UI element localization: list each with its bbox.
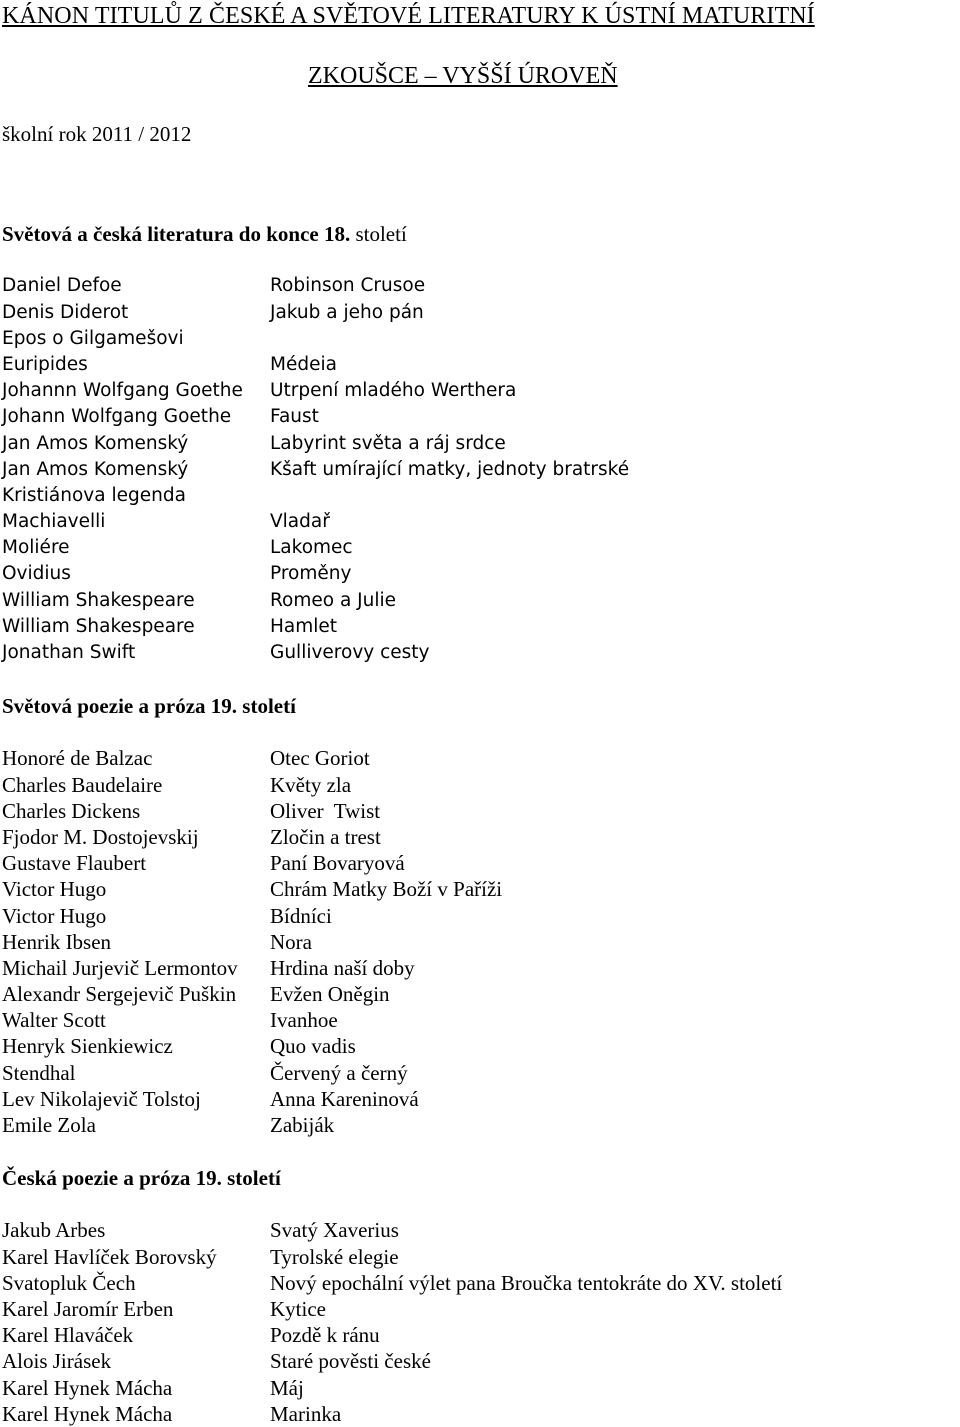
work-title: Oliver Twist: [270, 798, 381, 823]
work-title: Jakub a jeho pán: [270, 301, 424, 323]
list-item: [2, 378, 517, 404]
list-item: [2, 614, 407, 640]
author: Epos o Gilgamešovi: [2, 327, 184, 349]
list-item: [2, 1244, 399, 1270]
author: Gustave Flaubert: [2, 851, 147, 876]
list-item: [2, 535, 407, 561]
author: Fjodor M. Dostojevskij: [2, 824, 199, 849]
author: Karel Hynek Mácha: [2, 1401, 173, 1426]
author: Michail Jurjevič Lermontov: [2, 955, 238, 980]
list-item: [2, 1007, 338, 1033]
list-item: [2, 798, 381, 824]
author: Alexandr Sergejevič Puškin: [2, 982, 237, 1007]
list-item: [2, 824, 381, 850]
list-item: [2, 326, 407, 352]
work-title: Evžen Oněgin: [270, 982, 390, 1007]
work-title: Bídníci: [270, 903, 332, 928]
list-item: [2, 1112, 335, 1138]
list-item: [2, 431, 506, 457]
author: Euripides: [2, 353, 88, 375]
work-title: Nový epochální výlet pana Broučka tentokráte do XV. století: [270, 1270, 783, 1295]
work-title: Kytice: [270, 1296, 326, 1321]
work-title: Máj: [270, 1375, 304, 1400]
author: Stendhal: [2, 1060, 76, 1085]
author: William Shakespeare: [2, 615, 195, 637]
work-title: Zločin a trest: [270, 824, 381, 849]
author: Karel Havlíček Borovský: [2, 1244, 217, 1269]
work-title: Anna Kareninová: [270, 1086, 419, 1111]
author: Jakub Arbes: [2, 1218, 106, 1243]
author: William Shakespeare: [2, 589, 195, 611]
author: Victor Hugo: [2, 877, 107, 902]
list-item: [2, 1033, 356, 1059]
work-title: Médeia: [270, 353, 337, 375]
list-item: [2, 1401, 342, 1427]
list-item: [2, 1086, 419, 1112]
list-item: [2, 588, 407, 614]
list-item: [2, 509, 407, 535]
work-title: Staré pověsti české: [270, 1349, 431, 1374]
work-title: Hamlet: [270, 615, 338, 637]
work-title: Gulliverovy cesty: [270, 642, 430, 663]
work-title: Nora: [270, 929, 312, 954]
section-heading-main: Světová poezie a próza 19. století: [2, 694, 296, 718]
work-title: Faust: [270, 406, 319, 428]
author: Karel Jaromír Erben: [2, 1296, 174, 1321]
list-item: [2, 640, 430, 666]
work-title: Utrpení mladého Werthera: [270, 380, 517, 402]
section-heading-main: Česká poezie a próza 19. století: [2, 1166, 281, 1190]
author: Henrik Ibsen: [2, 929, 112, 954]
author: Charles Dickens: [2, 798, 141, 823]
document-title-line-2: ZKOUŠCE – VYŠŠÍ ÚROVEŇ: [308, 63, 618, 89]
list-item: [2, 1270, 783, 1296]
work-title: Tyrolské elegie: [270, 1244, 399, 1269]
author: Charles Baudelaire: [2, 772, 163, 797]
work-title: Ivanhoe: [270, 1008, 338, 1033]
author: Daniel Defoe: [2, 275, 122, 297]
work-title: Labyrint světa a ráj srdce: [270, 432, 506, 454]
author: Lev Nikolajevič Tolstoj: [2, 1086, 201, 1111]
work-title: Svatý Xaverius: [270, 1218, 399, 1243]
work-title: Hrdina naší doby: [270, 955, 415, 980]
document-title-line-1: KÁNON TITULŮ Z ČESKÉ A SVĚTOVÉ LITERATURY K ÚSTNÍ MATURITNÍ: [2, 3, 815, 29]
author: Walter Scott: [2, 1008, 106, 1033]
list-item: [2, 457, 630, 483]
author: Jan Amos Komenský: [2, 458, 189, 480]
list-item: [2, 1060, 408, 1086]
list-item: [2, 903, 332, 929]
list-item: [2, 561, 407, 587]
list-item: [2, 352, 407, 378]
section-heading: [2, 1165, 281, 1191]
list-item: [2, 929, 312, 955]
work-title: Robinson Crusoe: [270, 275, 426, 297]
list-item: [2, 273, 426, 299]
section-heading-main: Světová a česká literatura do konce 18.: [2, 222, 351, 246]
list-item: [2, 404, 407, 430]
section-world-19th-century: [2, 693, 503, 1138]
author: Kristiánova legenda: [2, 484, 186, 506]
list-item: [2, 745, 370, 771]
work-title: Lakomec: [270, 537, 353, 559]
work-title: Květy zla: [270, 772, 352, 797]
work-title: Kšaft umírající matky, jednoty bratrské: [270, 458, 630, 480]
author: Jonathan Swift: [2, 642, 136, 663]
list-item: [2, 981, 390, 1007]
author: Karel Hynek Mácha: [2, 1375, 173, 1400]
list-item: [2, 1322, 380, 1348]
work-title: Pozdě k ránu: [270, 1323, 380, 1348]
work-title: Otec Goriot: [270, 746, 370, 771]
work-title: Zabiják: [270, 1113, 335, 1137]
work-title: Paní Bovaryová: [270, 851, 405, 876]
author: Henryk Sienkiewicz: [2, 1034, 173, 1059]
list-item: [2, 1348, 431, 1374]
school-year: školní rok 2011 / 2012: [2, 122, 192, 146]
author: Johannn Wolfgang Goethe: [2, 380, 243, 402]
author: Moliére: [2, 537, 70, 559]
section-czech-19th-century: [2, 1165, 783, 1427]
list-item: [2, 1375, 304, 1401]
author: Ovidius: [2, 563, 71, 585]
work-title: Vladař: [270, 511, 330, 533]
author: Emile Zola: [2, 1113, 96, 1137]
author: Jan Amos Komenský: [2, 432, 189, 454]
author: Machiavelli: [2, 511, 106, 533]
author: Victor Hugo: [2, 903, 107, 928]
work-title: Červený a černý: [270, 1060, 408, 1085]
list-item: [2, 1217, 399, 1243]
list-item: [2, 955, 415, 981]
author: Svatopluk Čech: [2, 1270, 136, 1295]
work-title: Romeo a Julie: [270, 589, 397, 611]
work-title: Marinka: [270, 1401, 342, 1426]
list-item: [2, 850, 405, 876]
list-item: [2, 1296, 326, 1322]
author: Alois Jirásek: [2, 1349, 112, 1374]
author: Karel Hlaváček: [2, 1323, 134, 1348]
work-title: Chrám Matky Boží v Paříži: [270, 877, 503, 902]
section-world-czech-to-18th-century: [2, 221, 630, 666]
section-heading: [2, 221, 407, 247]
author: Denis Diderot: [2, 301, 129, 323]
author: Johann Wolfgang Goethe: [2, 406, 232, 428]
section-heading-tail: století: [350, 222, 407, 246]
work-title: Proměny: [270, 563, 352, 585]
section-heading: [2, 693, 296, 719]
list-item: [2, 483, 407, 509]
list-item: [2, 300, 424, 326]
work-title: Quo vadis: [270, 1034, 356, 1059]
list-item: [2, 876, 503, 902]
author: Honoré de Balzac: [2, 746, 153, 771]
list-item: [2, 772, 352, 798]
